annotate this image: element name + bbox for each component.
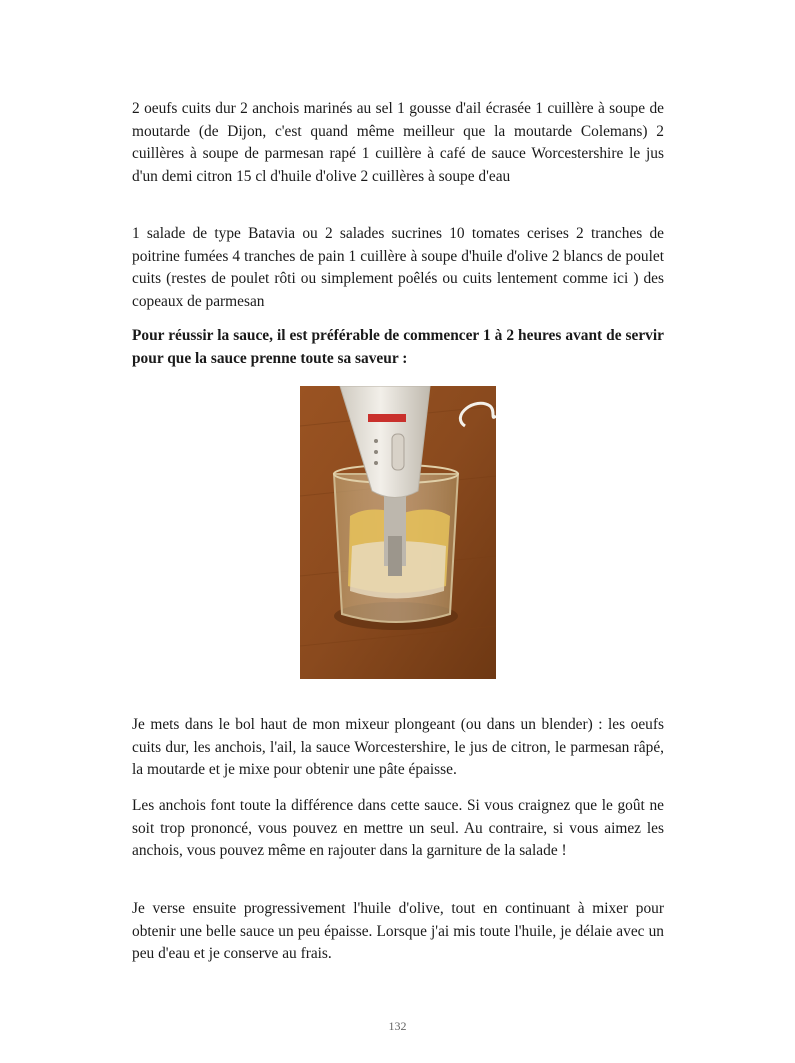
ingredients-salad-paragraph: 1 salade de type Batavia ou 2 salades sucrines 10 tomates cerises 2 tranches de poitrine fumées 4 tranches de pain 1 cuillère à soupe d'huile d'olive 2 blancs de poulet cuits (restes de poulet rôti ou simplement poêlés ou cuits lentement comme ici ) des copeaux de parmesan	[132, 225, 664, 310]
ingredients-sauce-paragraph: 2 oeufs cuits dur 2 anchois marinés au sel 1 gousse d'ail écrasée 1 cuillère à soupe de moutarde (de Dijon, c'est quand même meilleur que la moutarde Colemans) 2 cuillères à soupe de parmesan rapé 1 cuillère à café de sauce Worcestershire le jus d'un demi citron 15 cl d'huile d'olive 2 cuillères à soupe d'eau	[132, 100, 664, 185]
page-number: 132	[388, 1019, 407, 1033]
mixing-paragraph: Je mets dans le bol haut de mon mixeur plongeant (ou dans un blender) : les oeufs cuits dur, les anchois, l'ail, la sauce Worcestershire, le jus de citron, le parmesan râpé, la moutarde et je mixe pour obtenir une pâte épaisse.	[132, 716, 664, 779]
oil-paragraph: Je verse ensuite progressivement l'huile d'olive, tout en continuant à mixer pour obtenir une belle sauce un peu épaisse. Lorsque j'ai mis toute l'huile, je délaie avec un peu d'eau et je conserve au frais.	[132, 900, 664, 963]
sauce-instruction-heading: Pour réussir la sauce, il est préférable de commencer 1 à 2 heures avant de servir pour que la sauce prenne toute sa saveur :	[132, 327, 664, 367]
blender-photo	[300, 386, 496, 679]
anchovy-tip-paragraph: Les anchois font toute la différence dans cette sauce. Si vous craignez que le goût ne soit trop prononcé, vous pouvez en mettre un seul. Au contraire, si vous aimez les anchois, vous pouvez même en rajouter dans la garniture de la salade !	[132, 797, 664, 860]
